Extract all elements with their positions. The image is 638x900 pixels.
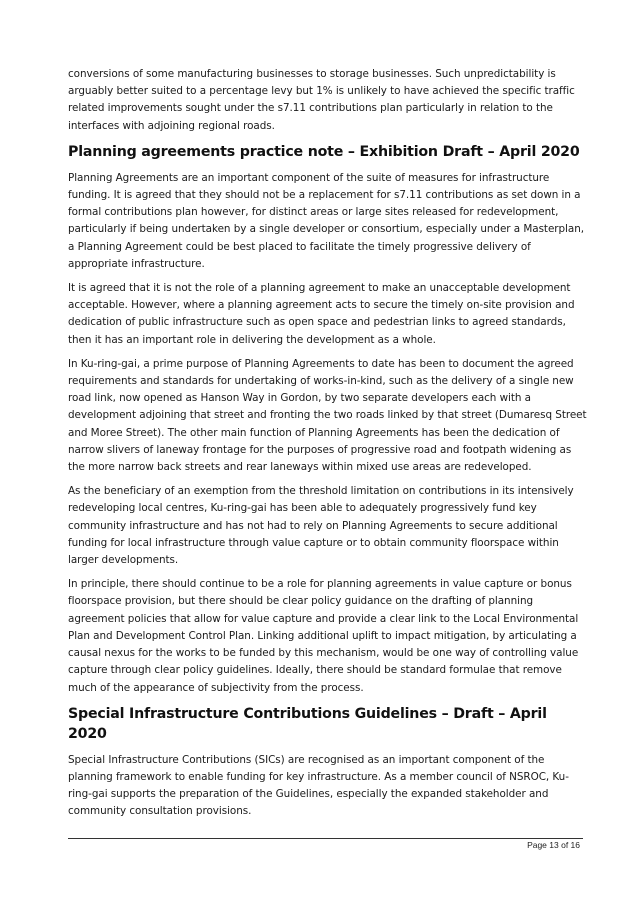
document-body [68, 66, 588, 828]
paragraph-sic-guidelines: Special Infrastructure Contributions (SICs) are recognised as an important component of the planning framework to enable funding for key infrastructure. As a member council of NSROC, Ku-ring-gai supports the preparation of the Guidelines, especially the expanded stakeholder and community consultation provisions. [68, 753, 569, 818]
paragraph-unacceptable-development: It is agreed that it is not the role of a planning agreement to make an unacceptable development acceptable. However, where a planning agreement acts to secure the timely on-site provision and dedication of public infrastructure such as open space and pedestrian links to agreed standards, then it has an important role in delivering the development as a whole. [68, 282, 575, 346]
page-number: Page 13 of 16 [527, 840, 580, 850]
paragraph-continuation: conversions of some manufacturing businesses to storage businesses. Such unpredictability is arguably better suited to a percentage levy but 1% is unlikely to have achieved the specific traffic related improvements sought under the s7.11 contributions plan particularly in relation to the interfaces with adjoining regional roads. [68, 68, 575, 132]
paragraph-exemption-beneficiary: As the beneficiary of an exemption from the threshold limitation on contributions in its intensively redeveloping local centres, Ku-ring-gai has been able to adequately progressively fund key community infrastructure and has not had to rely on Planning Agreements to secure additional funding for local infrastructure through value capture or to obtain community floorspace within larger developments. [68, 485, 574, 567]
paragraph-planning-agreements-role: Planning Agreements are an important component of the suite of measures for infrastructure funding. It is agreed that they should not be a replacement for s7.11 contributions as set down in a formal contributions plan however, for distinct areas or large sites released for redevelopment, particularly if being undertaken by a single developer or consortium, especially under a Masterplan, a Planning Agreement could be best placed to facilitate the timely progressive delivery of appropriate infrastructure. [68, 171, 585, 270]
footer-divider [68, 838, 583, 839]
paragraph-ku-ring-gai-purpose: In Ku-ring-gai, a prime purpose of Planning Agreements to date has been to document the agreed requirements and standards for undertaking of works-in-kind, such as the delivery of a single new road link, now opened as Hanson Way in Gordon, by two separate developers each with a development adjoining that street and fronting the two roads linked by that street (Dumaresq Street and Moree Street). The other main function of Planning Agreements has been the dedication of narrow slivers of laneway frontage for the purposes of progressive road and footpath widening as the more narrow back streets and rear laneways within mixed use areas are redeveloped. [68, 357, 587, 474]
paragraph-value-capture-principle: In principle, there should continue to be a role for planning agreements in value capture or bonus floorspace provision, but there should be clear policy guidance on the drafting of planning agreement policies that allow for value capture and provide a clear link to the Local Environmental Plan and Development Control Plan. Linking additional uplift to impact mitigation, by articulating a causal nexus for the works to be funded by this mechanism, would be one way of controlling value capture through clear policy guidelines. Ideally, there should be standard formulae that remove much of the appearance of subjectivity from the process. [68, 578, 579, 694]
heading-planning-agreements: Planning agreements practice note – Exhibition Draft – April 2020 [68, 143, 580, 160]
heading-special-infrastructure-contributions: Special Infrastructure Contributions Guidelines – Draft – April 2020 [68, 705, 547, 742]
